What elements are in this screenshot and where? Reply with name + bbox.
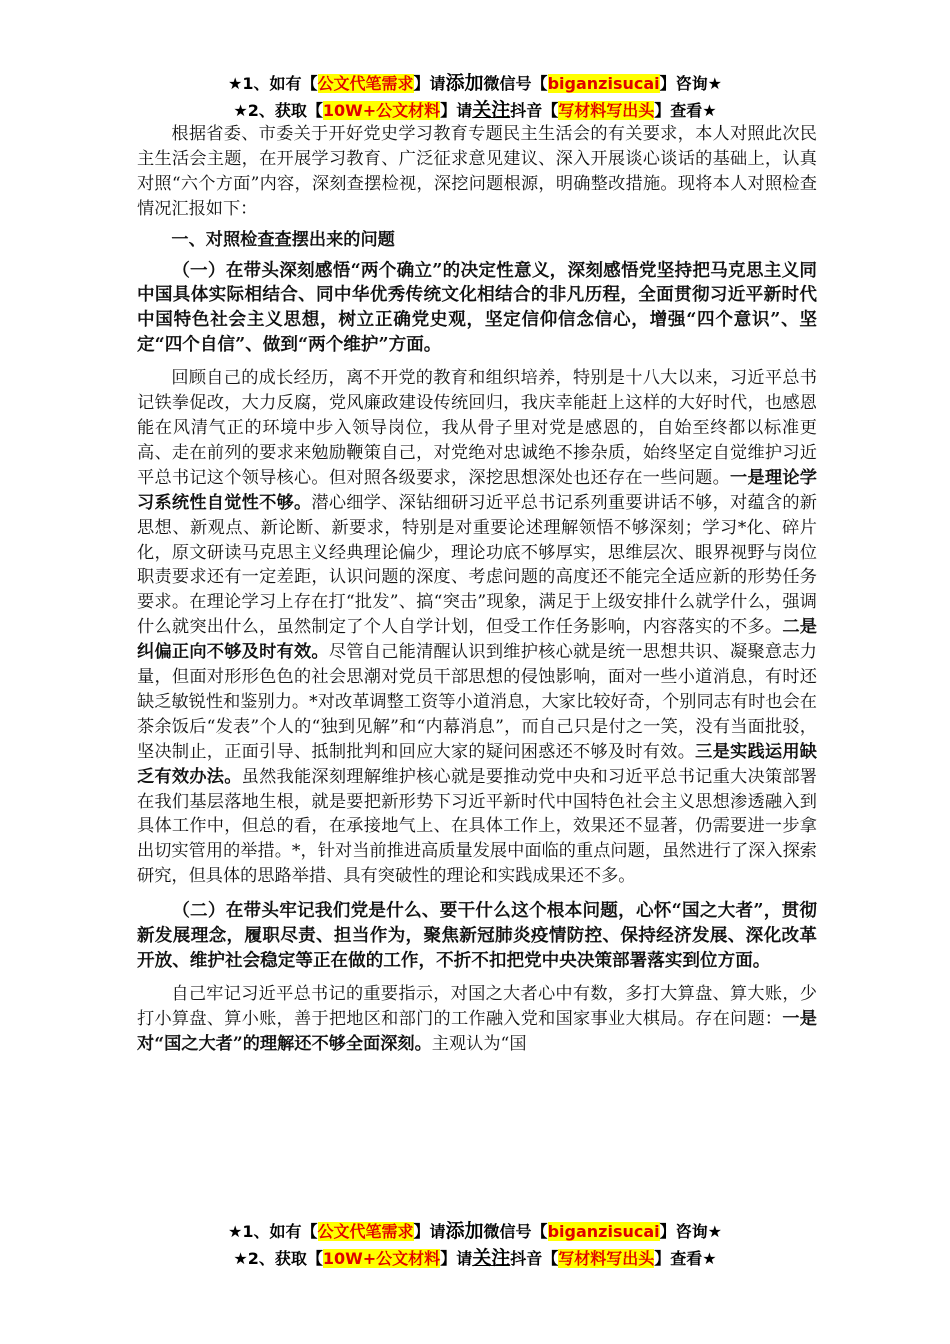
promo-line-1 [100, 70, 850, 97]
subsection-heading-2: （二）在带头牢记我们党是什么、要干什么这个根本问题，心怀“国之大者”，贯彻新发展理念，履职尽责、担当作为，聚焦新冠肺炎疫情防控、保持经济发展、深化改革开放、维护社会稳定等正在做的工作，不折不扣把党中央决策部署落实到位方面。 [137, 900, 817, 971]
promo-highlight-materials: 10W+公文材料 [322, 101, 441, 120]
paragraph-2 [137, 982, 817, 1057]
bold-point-1: 一是理论学习系统性自觉性不够。 [137, 467, 817, 513]
promo-highlight-materials: 10W+公文材料 [322, 1249, 441, 1268]
promo-emphasis: 添加 [445, 72, 484, 94]
promo-emphasis: 关注 [472, 1247, 511, 1269]
bold-point-1: 一是对“国之大者”的理解还不够全面深刻。 [137, 1008, 817, 1054]
paragraph-text: 回顾自己的成长经历，离不开党的教育和组织培养，特别是十八大以来，习近平总书记铁拳促改，大力反腐，党风廉政建设传统回归，我庆幸能赶上这样的大好时代，也感恩能在风清气正的环境中步入领导岗位，我从骨子里对党是感恩的，自始至终都以标准更高、走在前列的要求来勉励鞭策自己，对党绝对忠诚绝不掺杂质，始终坚定自觉维护习近平总书记这个领导核心。但对照各级要求，深挖思想深处也还存在一些问题。 [137, 368, 817, 488]
paragraph-text: 虽然我能深刻理解维护核心就是要推动党中央和习近平总书记重大决策部署在我们基层落地生根，就是要把新形势下习近平新时代中国特色社会主义思想渗透融入到具体工作中，但总的看，在承接地气上、在具体工作上，效果还不显著，仍需要进一步拿出切实管用的举措。*，针对当前推进高质量发展中面临的重点问题，虽然进行了深入探索研究，但具体的思路举措、具有突破性的理论和实践成果还不多。 [137, 766, 817, 887]
intro-paragraph: 根据省委、市委关于开好党史学习教育专题民主生活会的有关要求，本人对照此次民主生活会主题，在开展学习教育、广泛征求意见建议、深入开展谈心谈话的基础上，认真对照“六个方面”内容，深刻查摆检视，深挖问题根源，明确整改措施。现将本人对照检查情况汇报如下： [137, 124, 817, 219]
promo-text: 抖音【 [510, 101, 559, 120]
promo-text: 】请 [440, 1249, 473, 1268]
promo-highlight-wechat-id: biganzisucai [547, 1222, 660, 1241]
promo-text: 】请 [413, 1222, 446, 1241]
bold-point-2: 二是纠偏正向不够及时有效。 [137, 617, 817, 663]
promo-emphasis: 关注 [472, 99, 511, 121]
promo-highlight-douyin-id: 写材料写出头 [558, 101, 655, 120]
promo-text: 】咨询★ [659, 74, 722, 93]
promo-highlight-wechat-id: biganzisucai [547, 74, 660, 93]
promo-banner-top [100, 70, 850, 124]
subsection-heading-1: （一）在带头深刻感悟“两个确立”的决定性意义，深刻感悟党坚持把马克思主义同中国具体实际相结合、同中华优秀传统文化相结合的非凡历程，全面贯彻习近平新时代中国特色社会主义思想，树立正确党史观，坚定信仰信念信心，增强“四个意识”、坚定“四个自信”、做到“两个维护”方面。 [137, 259, 817, 356]
promo-text: 】请 [413, 74, 446, 93]
promo-banner-bottom [100, 1218, 850, 1272]
promo-text: ★2、获取【 [233, 1249, 323, 1268]
paragraph-text: 潜心细学、深钻细研习近平总书记系列重要讲话不够，对蕴含的新思想、新观点、新论断、新要求，特别是对重要论述理解领悟不够深刻；学习*化、碎片化，原文研读马克思主义经典理论偏少，理论功底不够厚实，思维层次、眼界视野与岗位职责要求还有一定差距，认识问题的深度、考虑问题的高度还不能完全适应新的形势任务要求。在理论学习上存在打“批发”、搞“突击”现象，满足于上级安排什么就学什么，强调什么就突出什么，虽然制定了个人自学计划，但受工作任务影响，内容落实的不多。 [137, 492, 817, 638]
paragraph-text: 主观认为“国 [431, 1033, 527, 1054]
promo-highlight-douyin-id: 写材料写出头 [558, 1249, 655, 1268]
promo-text: ★2、获取【 [233, 101, 323, 120]
promo-highlight-service: 公文代笔需求 [317, 1222, 414, 1241]
promo-text: 微信号【 [483, 74, 548, 93]
promo-text: ★1、如有【 [228, 1222, 318, 1241]
promo-line-1 [100, 1218, 850, 1245]
promo-text: 】请 [440, 101, 473, 120]
promo-line-2 [100, 97, 850, 124]
bold-point-3: 三是实践运用缺乏有效办法。 [137, 741, 817, 787]
promo-text: 抖音【 [510, 1249, 559, 1268]
promo-text: 】查看★ [654, 101, 717, 120]
paragraph-1 [137, 366, 817, 889]
promo-text: ★1、如有【 [228, 74, 318, 93]
promo-line-2 [100, 1245, 850, 1272]
promo-text: 微信号【 [483, 1222, 548, 1241]
promo-highlight-service: 公文代笔需求 [317, 74, 414, 93]
paragraph-text: 自己牢记习近平总书记的重要指示，对国之大者心中有数，多打大算盘、算大账，少打小算盘、算小账，善于把地区和部门的工作融入党和国家事业大棋局。存在问题： [137, 983, 817, 1029]
paragraph-text: 尽管自己能清醒认识到维护核心就是统一思想共识、凝聚意志力量，但面对形形色色的社会思潮对党员干部思想的侵蚀影响，面对一些小道消息，有时还缺乏敏锐性和鉴别力。*对改革调整工资等小道消息，大家比较好奇，个别同志有时也会在茶余饭后“发表”个人的“独到见解”和“内幕消息”，而自己只是付之一笑，没有当面批驳，坚决制止，正面引导、抵制批判和回应大家的疑问困惑还不够及时有效。 [137, 642, 817, 762]
promo-text: 】查看★ [654, 1249, 717, 1268]
section-heading: 一、对照检查查摆出来的问题 [171, 229, 395, 250]
promo-text: 】咨询★ [659, 1222, 722, 1241]
document-body [137, 122, 817, 1057]
promo-emphasis: 添加 [445, 1220, 484, 1242]
